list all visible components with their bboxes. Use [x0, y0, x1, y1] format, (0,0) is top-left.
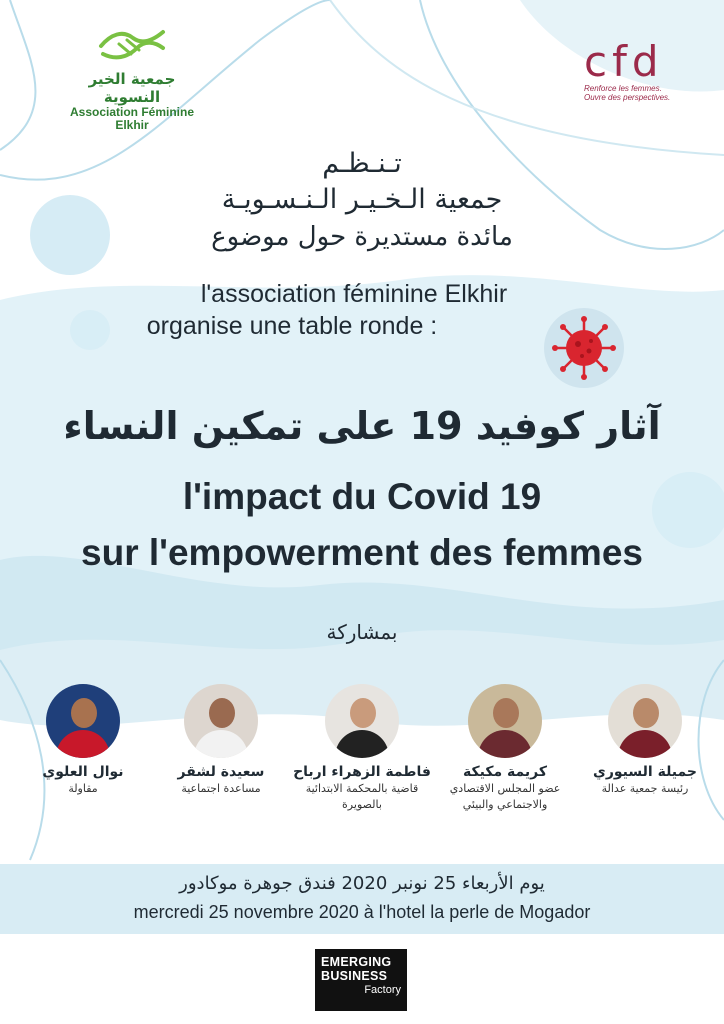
- participant-card: [570, 684, 720, 796]
- participant-name: كريمة مكيكة: [462, 764, 547, 780]
- avatar: [468, 684, 542, 758]
- intro-french-roundtable: organise une table ronde :: [146, 312, 438, 340]
- elkhir-logo-french-2: Elkhir: [115, 118, 149, 132]
- event-date-french: mercredi 25 novembre 2020 à l'hotel la perle de Mogador: [133, 902, 591, 922]
- intro-arabic-association: جمعية الـخـيـر الـنـسـويـة: [221, 184, 503, 215]
- title-arabic: آثار كوفيد 19 على تمكين النساء: [63, 404, 661, 448]
- participant-role: والاجتماعي والبيئي: [462, 798, 548, 811]
- participant-name: جميلة السيوري: [593, 764, 697, 780]
- participant-role: مساعدة اجتماعية: [181, 782, 261, 795]
- cfd-logo: [584, 37, 704, 102]
- participant-name: سعيدة لشقر: [177, 764, 265, 780]
- participant-role: بالصويرة: [342, 798, 382, 811]
- intro-french-association: l'association féminine Elkhir: [200, 280, 508, 308]
- cfd-wordmark: cfd: [584, 37, 664, 86]
- event-date-arabic: يوم الأربعاء 25 نونبر 2020 فندق جوهرة موكادور: [179, 873, 545, 894]
- participant-card: [287, 684, 437, 812]
- participant-card: [430, 684, 580, 812]
- intro-arabic-roundtable: مائدة مستديرة حول موضوع: [211, 222, 513, 252]
- title-french-line-1: l'impact du Covid 19: [182, 476, 542, 517]
- ebf-logo-line-1: EMERGING: [321, 955, 392, 969]
- participant-name: فاطمة الزهراء ارباح: [293, 764, 431, 780]
- emerging-business-factory-logo: [315, 949, 407, 1011]
- elkhir-logo: [62, 24, 202, 132]
- elkhir-logo-arabic: جمعية الخير النسوية: [88, 70, 176, 106]
- participant-role: رئيسة جمعية عدالة: [601, 782, 689, 795]
- coronavirus-icon: [542, 306, 626, 390]
- participant-name: نوال العلوي: [42, 764, 124, 780]
- participant-role: عضو المجلس الاقتصادي: [449, 782, 561, 795]
- avatar: [608, 684, 682, 758]
- elkhir-logo-french-1: Association Féminine: [69, 105, 195, 119]
- avatar: [184, 684, 258, 758]
- ebf-logo-line-2: BUSINESS: [321, 969, 388, 983]
- participant-card: [146, 684, 296, 796]
- avatar: [325, 684, 399, 758]
- participant-role: مقاولة: [68, 782, 98, 795]
- avatar: [46, 684, 120, 758]
- participant-card: [8, 684, 158, 796]
- title-french-line-2: sur l'empowerment des femmes: [81, 532, 643, 573]
- participant-role: قاضية بالمحكمة الابتدائية: [305, 782, 419, 795]
- ebf-logo-line-3: Factory: [364, 984, 401, 996]
- cfd-tagline-2: Ouvre des perspectives.: [584, 93, 671, 102]
- intro-arabic-organizes: تـنـظـم: [322, 148, 402, 179]
- participants-heading: بمشاركة: [326, 620, 398, 644]
- cfd-tagline-1: Renforce les femmes.: [584, 84, 662, 93]
- handshake-icon: [97, 24, 167, 66]
